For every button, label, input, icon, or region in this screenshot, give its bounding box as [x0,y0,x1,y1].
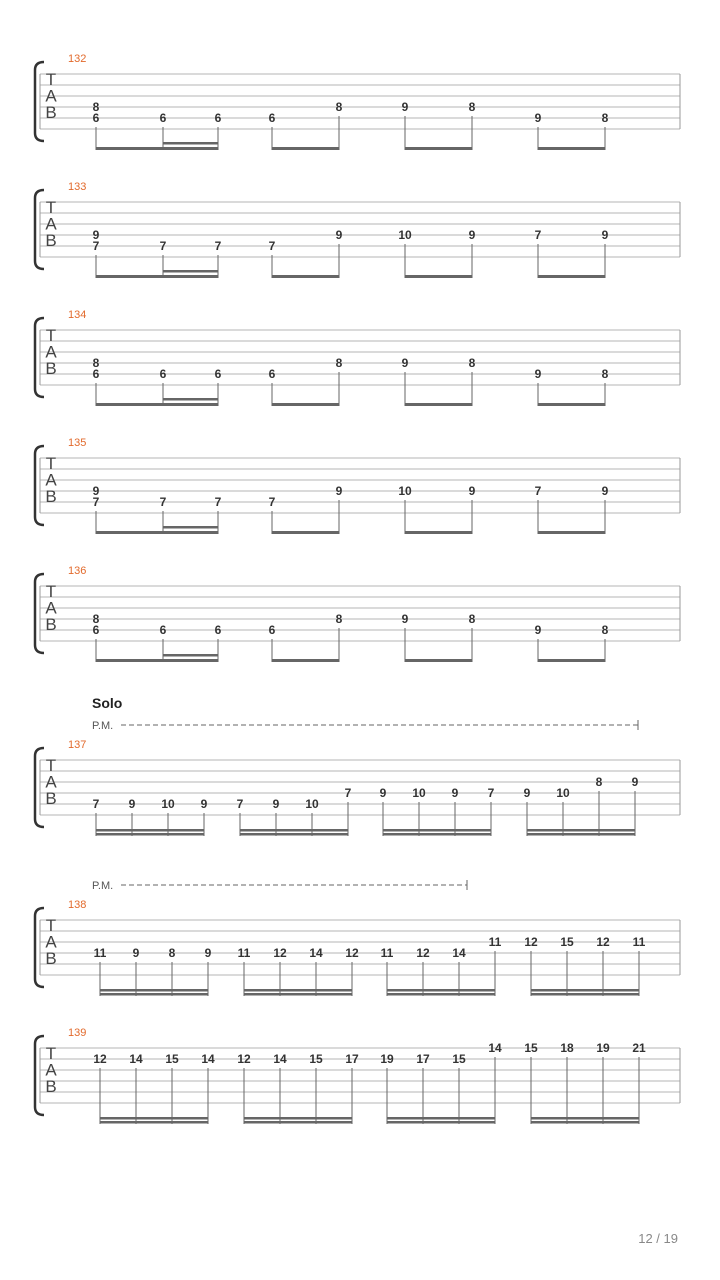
fret-number: 9 [631,775,639,789]
fret-number: 12 [237,1052,251,1066]
fret-number: 9 [132,946,140,960]
fret-number: 9 [335,228,343,242]
tab-clef-a: A [45,772,57,792]
fret-number: 9 [128,797,136,811]
fret-number: 9 [468,228,476,242]
fret-number: 15 [309,1052,323,1066]
fret-number: 9 [200,797,208,811]
fret-number: 8 [335,612,343,626]
fret-number: 9 [601,228,609,242]
tab-clef-t: T [45,198,57,217]
fret-number: 8 [468,100,476,114]
tab-clef-b: B [45,359,57,378]
beam-secondary [96,829,204,832]
fret-number: 9 [379,786,387,800]
fret-number: 15 [165,1052,179,1066]
beam-secondary [531,1117,639,1120]
beam [405,531,472,534]
beam [96,531,218,534]
fret-number: 9 [534,111,542,125]
fret-number: 14 [452,946,466,960]
fret-number: 7 [159,239,167,253]
fret-number: 7 [534,228,542,242]
section-title: Solo [92,695,123,711]
fret-number: 9 [451,786,459,800]
beam [538,659,605,662]
fret-number: 11 [488,935,502,949]
measure-number: 139 [68,1027,87,1039]
measure-number: 137 [68,739,87,751]
fret-number: 7 [159,495,167,509]
beam [405,275,472,278]
fret-number: 7 [268,495,276,509]
beam-secondary [387,989,495,992]
fret-number: 10 [412,786,426,800]
fret-number: 9 [92,228,100,242]
beam-secondary [531,989,639,992]
fret-number: 18 [560,1041,574,1055]
beam [538,147,605,150]
fret-number: 7 [344,786,352,800]
fret-number: 8 [92,356,100,370]
beam [244,993,352,996]
fret-number: 8 [595,775,603,789]
beam [387,993,495,996]
fret-number: 6 [214,367,222,381]
fret-number: 8 [92,612,100,626]
fret-number: 19 [380,1052,394,1066]
page-number: 12 / 19 [638,1231,678,1246]
fret-number: 8 [335,356,343,370]
palm-mute-label: P.M. [92,720,114,732]
beam [272,659,339,662]
fret-number: 15 [560,935,574,949]
fret-number: 12 [524,935,538,949]
fret-number: 8 [601,111,609,125]
fret-number: 8 [92,100,100,114]
fret-number: 9 [272,797,280,811]
tab-clef-b: B [45,949,57,968]
fret-number: 10 [556,786,570,800]
fret-number: 14 [129,1052,143,1066]
fret-number: 10 [161,797,175,811]
fret-number: 6 [268,623,276,637]
beam-secondary [244,989,352,992]
fret-number: 15 [452,1052,466,1066]
beam [272,147,339,150]
tab-clef-a: A [45,1060,57,1080]
fret-number: 8 [601,623,609,637]
tab-clef-t: T [45,454,57,473]
fret-number: 6 [92,623,100,637]
fret-number: 7 [268,239,276,253]
fret-number: 12 [416,946,430,960]
tab-clef-t: T [45,70,57,89]
measure-number: 136 [68,565,87,577]
fret-number: 12 [273,946,287,960]
beam [527,833,635,836]
tab-clef-t: T [45,1044,57,1063]
tab-clef-a: A [45,470,57,490]
beam-secondary [100,1117,208,1120]
fret-number: 9 [468,484,476,498]
fret-number: 6 [159,623,167,637]
beam-secondary [163,654,218,657]
fret-number: 11 [237,946,251,960]
fret-number: 12 [345,946,359,960]
fret-number: 9 [401,612,409,626]
tab-clef-b: B [45,487,57,506]
fret-number: 7 [236,797,244,811]
fret-number: 14 [273,1052,287,1066]
tab-clef-t: T [45,326,57,345]
beam [96,659,218,662]
fret-number: 11 [380,946,394,960]
fret-number: 17 [345,1052,359,1066]
fret-number: 7 [92,495,100,509]
fret-number: 6 [214,623,222,637]
beam [405,403,472,406]
fret-number: 14 [309,946,323,960]
beam [96,833,204,836]
tab-clef-b: B [45,1077,57,1096]
tab-clef-a: A [45,86,57,106]
fret-number: 6 [159,367,167,381]
fret-number: 11 [93,946,107,960]
fret-number: 10 [305,797,319,811]
fret-number: 9 [523,786,531,800]
beam [100,993,208,996]
tab-clef-a: A [45,932,57,952]
beam [96,147,218,150]
beam-secondary [163,142,218,145]
beam-secondary [163,398,218,401]
beam-secondary [383,829,491,832]
beam-secondary [387,1117,495,1120]
beam-secondary [100,989,208,992]
beam [538,403,605,406]
fret-number: 6 [268,111,276,125]
tab-clef-a: A [45,342,57,362]
beam [244,1121,352,1124]
beam [272,275,339,278]
tab-clef-t: T [45,756,57,775]
fret-number: 6 [214,111,222,125]
fret-number: 19 [596,1041,610,1055]
tab-clef-a: A [45,214,57,234]
tab-clef-b: B [45,615,57,634]
measure-number: 135 [68,437,87,449]
tab-clef-a: A [45,598,57,618]
beam [531,1121,639,1124]
beam [96,403,218,406]
fret-number: 8 [335,100,343,114]
fret-number: 8 [601,367,609,381]
fret-number: 12 [93,1052,107,1066]
tab-clef-b: B [45,789,57,808]
tab-clef-b: B [45,103,57,122]
measure-number: 138 [68,899,87,911]
measure-number: 133 [68,181,87,193]
beam-secondary [240,829,348,832]
fret-number: 6 [92,111,100,125]
fret-number: 9 [335,484,343,498]
beam [272,531,339,534]
fret-number: 6 [92,367,100,381]
fret-number: 14 [488,1041,502,1055]
beam-secondary [163,526,218,529]
beam-secondary [163,270,218,273]
fret-number: 7 [92,797,100,811]
fret-number: 7 [92,239,100,253]
fret-number: 11 [632,935,646,949]
beam [405,147,472,150]
fret-number: 12 [596,935,610,949]
fret-number: 8 [168,946,176,960]
fret-number: 10 [398,228,412,242]
beam-secondary [527,829,635,832]
fret-number: 17 [416,1052,430,1066]
fret-number: 9 [601,484,609,498]
fret-number: 7 [214,239,222,253]
fret-number: 9 [534,623,542,637]
beam [387,1121,495,1124]
beam [240,833,348,836]
beam [531,993,639,996]
fret-number: 7 [214,495,222,509]
fret-number: 15 [524,1041,538,1055]
fret-number: 7 [534,484,542,498]
beam [96,275,218,278]
fret-number: 7 [487,786,495,800]
fret-number: 6 [159,111,167,125]
beam [538,531,605,534]
beam [383,833,491,836]
fret-number: 9 [204,946,212,960]
tab-clef-t: T [45,916,57,935]
fret-number: 9 [534,367,542,381]
tab-clef-t: T [45,582,57,601]
measure-number: 134 [68,309,87,321]
fret-number: 14 [201,1052,215,1066]
beam [272,403,339,406]
tab-clef-b: B [45,231,57,250]
beam-secondary [244,1117,352,1120]
fret-number: 21 [632,1041,646,1055]
fret-number: 8 [468,612,476,626]
fret-number: 9 [401,356,409,370]
fret-number: 9 [92,484,100,498]
beam [405,659,472,662]
fret-number: 9 [401,100,409,114]
fret-number: 8 [468,356,476,370]
beam [100,1121,208,1124]
palm-mute-label: P.M. [92,880,114,892]
fret-number: 10 [398,484,412,498]
fret-number: 6 [268,367,276,381]
measure-number: 132 [68,53,87,65]
beam [538,275,605,278]
